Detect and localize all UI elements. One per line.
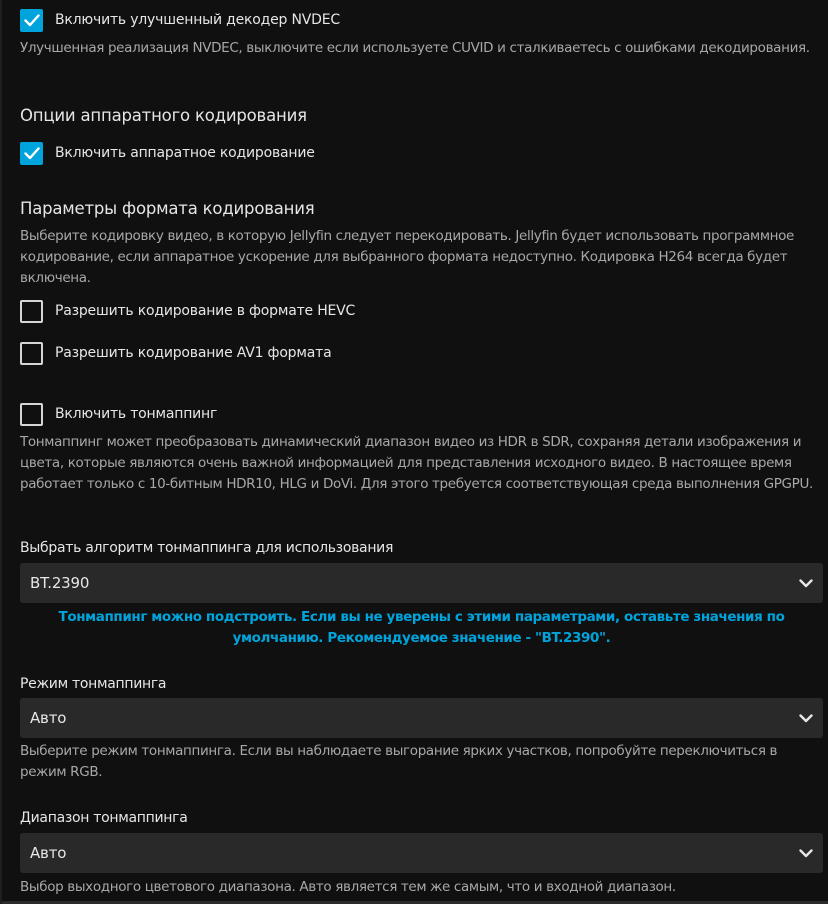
tonemapping-range-description: Выбор выходного цветового диапазона. Авто является тем же самым, что и входной диапазон.	[20, 879, 676, 895]
encoding-format-description: Выберите кодировку видео, в которую Jellyfin следует перекодировать. Jellyfin будет использовать программное кодирование, если аппаратное ускорение для выбранного формата недоступно. Кодировка H264 всегда будет включена.	[20, 228, 795, 286]
av1-label: Разрешить кодирование AV1 формата	[55, 345, 332, 361]
tonemapping-mode-select[interactable]	[20, 698, 823, 738]
tonemapping-mode-value: Авто	[30, 709, 67, 727]
nvdec-checkbox-row[interactable]	[20, 6, 340, 34]
hw-encoding-label: Включить аппаратное кодирование	[55, 145, 315, 161]
tonemapping-algorithm-select[interactable]	[20, 563, 823, 603]
hw-encoding-checkbox[interactable]	[20, 142, 43, 165]
tonemapping-range-label: Диапазон тонмаппинга	[20, 810, 188, 826]
checkmark-icon	[24, 14, 40, 27]
tonemapping-mode-description: Выберите режим тонмаппинга. Если вы наблюдаете выгорание ярких участков, попробуйте переключиться в режим RGB.	[20, 743, 778, 780]
hevc-label: Разрешить кодирование в формате HEVC	[55, 303, 356, 319]
hw-encoding-title: Опции аппаратного кодирования	[20, 106, 307, 125]
hevc-checkbox[interactable]	[20, 300, 43, 323]
tonemapping-algorithm-notice: Тонмаппинг можно подстроить. Если вы не уверены с этими параметрами, оставьте значения по умолчанию. Рекомендуемое значение - "BT.2390".	[58, 609, 785, 646]
tonemapping-checkbox[interactable]	[20, 403, 43, 426]
av1-checkbox[interactable]	[20, 342, 43, 365]
nvdec-label: Включить улучшенный декодер NVDEC	[55, 12, 340, 28]
chevron-down-icon	[799, 848, 813, 858]
av1-checkbox-row[interactable]	[20, 339, 331, 367]
tonemapping-algorithm-label: Выбрать алгоритм тонмаппинга для использования	[20, 540, 394, 556]
nvdec-description: Улучшенная реализация NVDEC, выключите если используете CUVID и сталкиваетесь с ошибками декодирования.	[20, 40, 810, 56]
tonemapping-algorithm-value: BT.2390	[30, 574, 90, 592]
nvdec-checkbox[interactable]	[20, 9, 43, 32]
chevron-down-icon	[799, 578, 813, 588]
encoding-format-title: Параметры формата кодирования	[20, 199, 315, 218]
tonemapping-label: Включить тонмаппинг	[55, 406, 218, 422]
tonemapping-description: Тонмаппинг может преобразовать динамический диапазон видео из HDR в SDR, сохраняя детали изображения и цвета, которые являются очень важной информацией для представления исходного видео. В настоящее время работает только с 10-битным HDR10, HLG и DoVi. Для этого требуется соответствующая среда выполнения GPGPU.	[20, 434, 813, 492]
tonemapping-range-value: Авто	[30, 844, 67, 862]
hevc-checkbox-row[interactable]	[20, 297, 355, 325]
tonemapping-mode-label: Режим тонмаппинга	[20, 676, 167, 692]
hw-encoding-checkbox-row[interactable]	[20, 139, 315, 167]
chevron-down-icon	[799, 713, 813, 723]
checkmark-icon	[24, 147, 40, 160]
tonemapping-range-select[interactable]	[20, 833, 823, 873]
tonemapping-checkbox-row[interactable]	[20, 400, 217, 428]
